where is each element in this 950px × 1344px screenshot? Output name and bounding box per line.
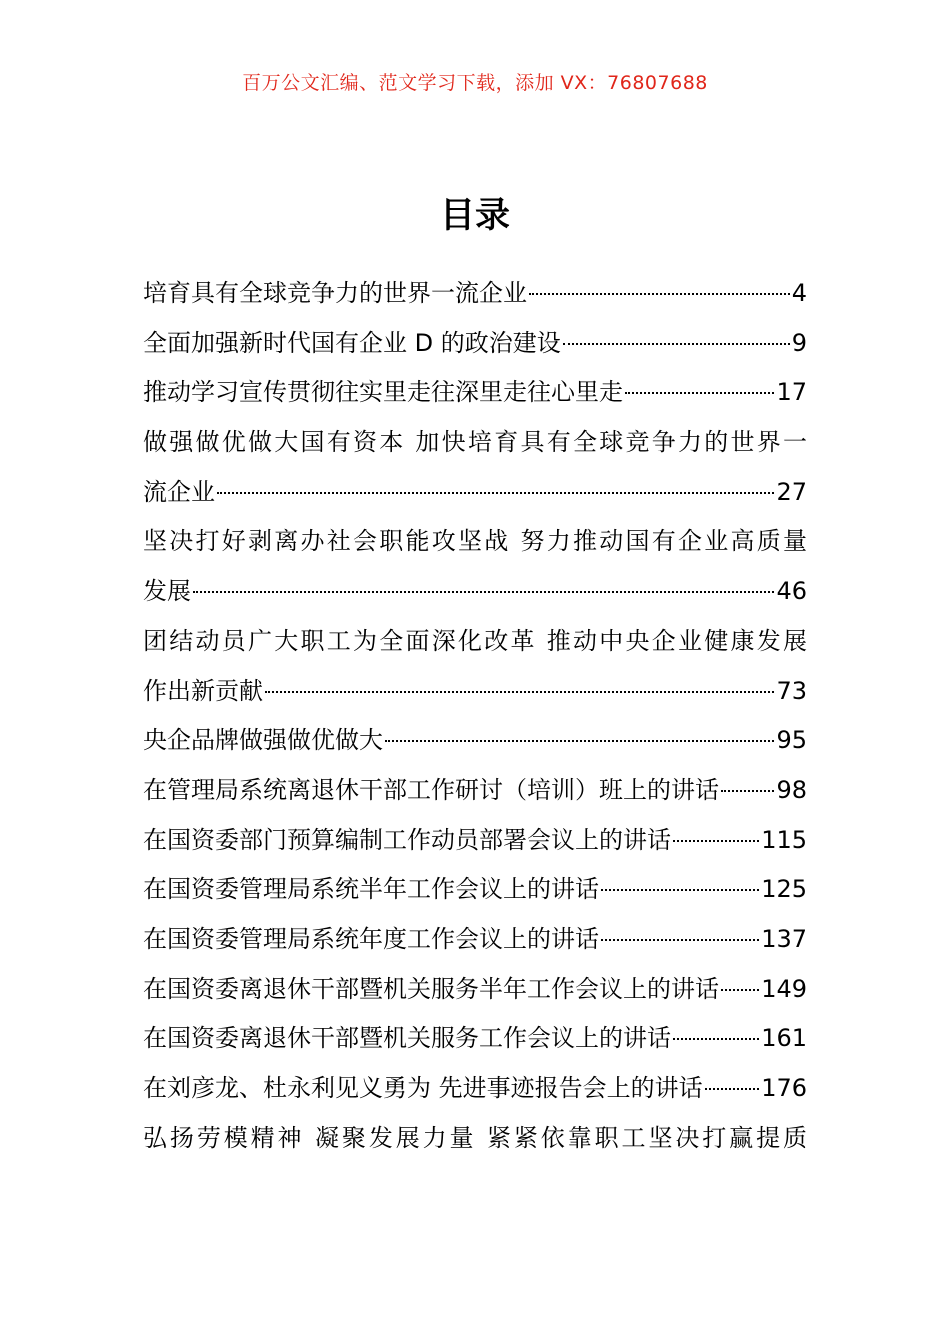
dot-leader	[563, 343, 790, 345]
toc-page-number: 73	[776, 676, 807, 705]
toc-page-number: 115	[761, 825, 807, 854]
toc-entry-title: 在管理局系统离退休干部工作研讨（培训）班上的讲话	[143, 775, 719, 804]
toc-entry-title: 在国资委离退休干部暨机关服务工作会议上的讲话	[143, 1024, 671, 1053]
toc-page-number: 125	[761, 875, 807, 904]
toc-page-number: 95	[776, 726, 807, 755]
page-title: 目录	[439, 196, 510, 236]
toc-entry-title: 在国资委部门预算编制工作动员部署会议上的讲话	[143, 825, 671, 854]
toc-entry[interactable]	[143, 816, 807, 866]
toc-entry[interactable]	[143, 1064, 807, 1114]
dot-leader	[625, 392, 774, 394]
toc-entry[interactable]	[143, 1014, 807, 1064]
dot-leader	[721, 790, 774, 792]
toc-entry-title-line: 弘扬劳模精神 凝聚发展力量 紧紧依靠职工坚决打赢提质	[143, 1123, 807, 1152]
toc-entry-title: 推动学习宣传贯彻往实里走往深里走往心里走	[143, 378, 623, 407]
toc-page-number: 27	[776, 477, 807, 506]
toc-entry-title: 流企业	[143, 477, 215, 506]
toc-entry[interactable]	[143, 915, 807, 965]
toc-entry-title: 作出新贡献	[143, 676, 263, 705]
watermark-header: 百万公文汇编、范文学习下载，添加 VX：76807688	[242, 72, 708, 94]
toc-entry-title: 培育具有全球竞争力的世界一流企业	[143, 279, 527, 307]
toc-entry[interactable]	[143, 1114, 807, 1164]
toc-page-number: 4	[791, 279, 807, 307]
toc-page-number: 17	[776, 378, 807, 407]
toc-entry-title: 在刘彦龙、杜永利见义勇为 先进事迹报告会上的讲话	[143, 1074, 703, 1102]
toc-entry-title: 在国资委离退休干部暨机关服务半年工作会议上的讲话	[143, 974, 719, 1003]
dot-leader	[601, 889, 759, 891]
dot-leader	[673, 840, 759, 842]
table-of-contents	[143, 269, 807, 1163]
toc-entry[interactable]	[143, 269, 807, 319]
toc-entry-title: 央企品牌做强做优做大	[143, 726, 383, 755]
dot-leader	[601, 939, 759, 941]
toc-page-number: 9	[791, 328, 807, 357]
dot-leader	[721, 989, 759, 991]
toc-entry[interactable]	[143, 766, 807, 816]
toc-entry[interactable]	[143, 517, 807, 616]
toc-entry-title: 全面加强新时代国有企业 D 的政治建设	[143, 328, 561, 357]
toc-entry-title: 发展	[143, 577, 191, 606]
toc-entry[interactable]	[143, 368, 807, 418]
toc-entry-title-line: 做强做优做大国有资本 加快培育具有全球竞争力的世界一	[143, 428, 807, 457]
toc-entry[interactable]	[143, 319, 807, 369]
toc-entry[interactable]	[143, 617, 807, 716]
toc-page-number: 98	[776, 775, 807, 804]
toc-entry-title: 在国资委管理局系统年度工作会议上的讲话	[143, 924, 599, 953]
toc-entry[interactable]	[143, 865, 807, 915]
dot-leader	[529, 293, 790, 295]
dot-leader	[385, 740, 774, 742]
toc-entry[interactable]	[143, 716, 807, 766]
toc-page-number: 149	[761, 974, 807, 1003]
dot-leader	[265, 691, 774, 693]
toc-page-number: 161	[761, 1024, 807, 1053]
toc-page-number: 176	[761, 1074, 807, 1102]
toc-page-number: 137	[761, 924, 807, 953]
dot-leader	[705, 1088, 760, 1090]
toc-entry[interactable]	[143, 965, 807, 1015]
toc-entry[interactable]	[143, 418, 807, 517]
toc-page-number: 46	[776, 577, 807, 606]
dot-leader	[193, 591, 774, 593]
dot-leader	[673, 1038, 759, 1040]
toc-entry-title-line: 团结动员广大职工为全面深化改革 推动中央企业健康发展	[143, 626, 807, 655]
dot-leader	[217, 492, 774, 494]
toc-entry-title-line: 坚决打好剥离办社会职能攻坚战 努力推动国有企业高质量	[143, 527, 807, 556]
toc-entry-title: 在国资委管理局系统半年工作会议上的讲话	[143, 875, 599, 904]
